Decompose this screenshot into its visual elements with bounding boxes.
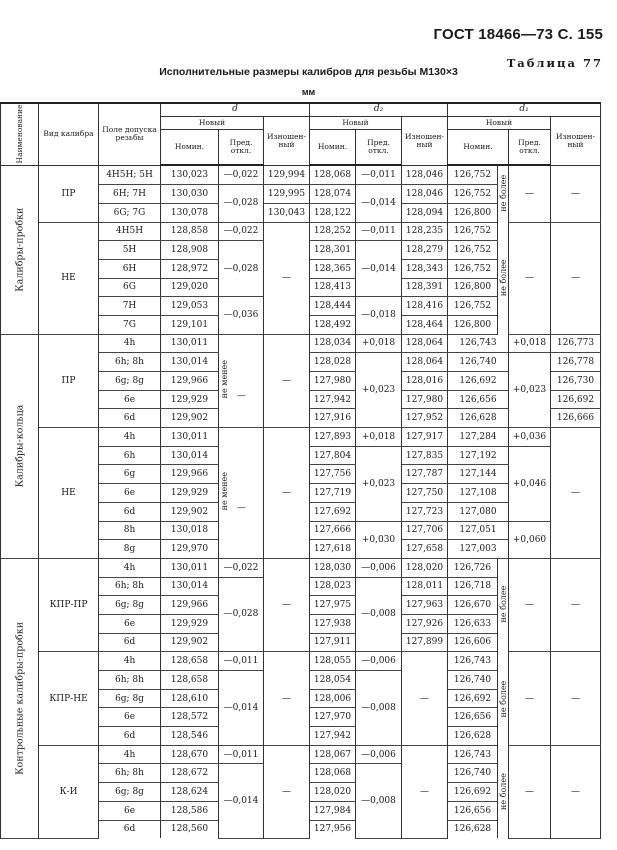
d2-nominal: 128,028 bbox=[310, 353, 356, 372]
d2-nominal: 128,365 bbox=[310, 259, 356, 278]
d1-deviation: +0,018 bbox=[509, 334, 551, 353]
d2-nominal: 127,970 bbox=[310, 708, 356, 727]
tolerance-field: 6h; 8h bbox=[99, 671, 161, 690]
dash: — bbox=[237, 503, 246, 514]
tolerance-field: 6e bbox=[99, 708, 161, 727]
d1-nominal: 127,003 bbox=[448, 540, 509, 559]
d2-nominal: 128,301 bbox=[310, 241, 356, 260]
d2-deviation: —0,006 bbox=[356, 558, 402, 577]
d2-nominal: 128,122 bbox=[310, 203, 356, 222]
tolerance-field: 6d bbox=[99, 502, 161, 521]
d1-deviation: — bbox=[509, 165, 551, 222]
d-nominal: 130,023 bbox=[161, 165, 219, 184]
d1-nominal: 126,752 bbox=[448, 297, 498, 316]
d-worn: — bbox=[264, 222, 310, 334]
d-deviation: —0,028 bbox=[219, 241, 264, 297]
tolerance-field: 6Н; 7Н bbox=[99, 185, 161, 204]
d1-deviation: — bbox=[509, 222, 551, 334]
d1-deviation: +0,046 bbox=[509, 446, 551, 521]
header-d1-new: Новый bbox=[448, 116, 551, 129]
d-deviation: —0,014 bbox=[219, 764, 264, 838]
d-nominal: 130,078 bbox=[161, 203, 219, 222]
d2-deviation: +0,023 bbox=[356, 353, 402, 428]
header-d2-new: Новый bbox=[310, 116, 402, 129]
d2-worn: 128,464 bbox=[402, 315, 448, 334]
d-nominal: 129,902 bbox=[161, 409, 219, 428]
d2-deviation: —0,014 bbox=[356, 241, 402, 297]
header-name: Наименование bbox=[1, 103, 39, 165]
d-worn: — bbox=[264, 558, 310, 651]
d2-worn: 127,952 bbox=[402, 409, 448, 428]
tolerance-field: 8g bbox=[99, 540, 161, 559]
d-deviation: —0,014 bbox=[219, 671, 264, 746]
d2-nominal: 128,074 bbox=[310, 185, 356, 204]
d1-nominal: 126,743 bbox=[448, 745, 498, 764]
d2-nominal: 128,034 bbox=[310, 334, 356, 353]
d1-nominal: 127,051 bbox=[448, 521, 509, 540]
d2-nominal: 127,893 bbox=[310, 428, 356, 447]
d1-nominal: 126,740 bbox=[448, 764, 498, 783]
gauge-type: НЕ bbox=[39, 428, 99, 559]
d-nominal: 130,014 bbox=[161, 577, 219, 596]
d-deviation: —0,022 bbox=[219, 165, 264, 184]
tolerance-field: 6d bbox=[99, 727, 161, 746]
header-gauge-type: Вид калибра bbox=[39, 103, 99, 165]
tolerance-field: 6d bbox=[99, 633, 161, 652]
d1-worn: 126,778 bbox=[551, 353, 601, 372]
d2-nominal: 127,911 bbox=[310, 633, 356, 652]
d-nominal: 129,966 bbox=[161, 596, 219, 615]
tolerance-field: 5Н bbox=[99, 241, 161, 260]
d1-nominal: 127,080 bbox=[448, 502, 509, 521]
d1-nominal: 126,718 bbox=[448, 577, 498, 596]
d2-worn: 127,658 bbox=[402, 540, 448, 559]
d-nominal: 128,672 bbox=[161, 764, 219, 783]
tolerance-field: 6h; 8h bbox=[99, 577, 161, 596]
d2-deviation: —0,008 bbox=[356, 671, 402, 746]
d2-nominal: 127,666 bbox=[310, 521, 356, 540]
d1-nominal: 126,692 bbox=[448, 783, 498, 802]
d1-nominal: 126,752 bbox=[448, 165, 498, 184]
tolerance-field: 6g; 8g bbox=[99, 596, 161, 615]
d2-deviation: +0,030 bbox=[356, 521, 402, 558]
d-nominal: 129,902 bbox=[161, 633, 219, 652]
d2-worn: 128,064 bbox=[402, 334, 448, 353]
d2-worn: 128,011 bbox=[402, 577, 448, 596]
d2-nominal: 127,938 bbox=[310, 614, 356, 633]
tolerance-field: 7G bbox=[99, 315, 161, 334]
section-label: Калибры-пробки bbox=[1, 165, 39, 334]
tolerance-field: 6e bbox=[99, 614, 161, 633]
d1-worn: — bbox=[551, 652, 601, 745]
d1-nominal: 126,752 bbox=[448, 259, 498, 278]
d2-worn: 128,343 bbox=[402, 259, 448, 278]
d-nominal: 129,101 bbox=[161, 315, 219, 334]
header-d1-worn: Изношен-ный bbox=[551, 116, 601, 165]
d2-worn: — bbox=[402, 652, 448, 745]
d2-nominal: 128,413 bbox=[310, 278, 356, 297]
table-row bbox=[1, 652, 601, 671]
d-deviation: —0,022 bbox=[219, 558, 264, 577]
section-label: Калибры-кольца bbox=[1, 334, 39, 558]
d2-worn: 127,835 bbox=[402, 446, 448, 465]
tolerance-field: 6e bbox=[99, 801, 161, 820]
not-more-note: не более bbox=[498, 558, 509, 651]
d1-nominal: 126,726 bbox=[448, 558, 498, 577]
tolerance-field: 7Н bbox=[99, 297, 161, 316]
d-nominal: 128,546 bbox=[161, 727, 219, 746]
tolerance-field: 6e bbox=[99, 390, 161, 409]
d2-worn: 127,787 bbox=[402, 465, 448, 484]
d-nominal: 128,572 bbox=[161, 708, 219, 727]
d-nominal: 130,011 bbox=[161, 558, 219, 577]
gauge-type: ПР bbox=[39, 165, 99, 222]
d2-nominal: 128,054 bbox=[310, 671, 356, 690]
d2-worn: 128,094 bbox=[402, 203, 448, 222]
d2-nominal: 128,055 bbox=[310, 652, 356, 671]
tolerance-field: 6g; 8g bbox=[99, 783, 161, 802]
d2-nominal: 128,030 bbox=[310, 558, 356, 577]
d1-worn: 126,666 bbox=[551, 409, 601, 428]
d1-nominal: 126,800 bbox=[448, 203, 498, 222]
table-body bbox=[1, 165, 601, 838]
header-d-worn: Изношен-ный bbox=[264, 116, 310, 165]
d2-worn: 127,926 bbox=[402, 614, 448, 633]
not-more-note: не более bbox=[498, 745, 509, 838]
d-worn: — bbox=[264, 334, 310, 427]
d2-nominal: 127,756 bbox=[310, 465, 356, 484]
d1-nominal: 126,692 bbox=[448, 372, 509, 391]
d2-worn: 128,279 bbox=[402, 241, 448, 260]
d-deviation: —0,028 bbox=[219, 185, 264, 222]
d-nominal: 130,018 bbox=[161, 521, 219, 540]
table-row bbox=[1, 222, 601, 241]
d1-nominal: 126,800 bbox=[448, 315, 498, 334]
d-nominal: 128,610 bbox=[161, 689, 219, 708]
tolerance-field: 4h bbox=[99, 558, 161, 577]
tolerance-field: 6h bbox=[99, 446, 161, 465]
header-d-nominal: Номин. bbox=[161, 129, 219, 165]
d-nominal: 130,011 bbox=[161, 428, 219, 447]
header-d1-deviation: Пред. откл. bbox=[509, 129, 551, 165]
d1-nominal: 126,656 bbox=[448, 390, 509, 409]
d2-worn: 128,016 bbox=[402, 372, 448, 391]
gauge-type: НЕ bbox=[39, 222, 99, 334]
d2-deviation: —0,014 bbox=[356, 185, 402, 222]
d2-nominal: 127,942 bbox=[310, 390, 356, 409]
d2-deviation: —0,011 bbox=[356, 165, 402, 184]
tolerance-field: 6h; 8h bbox=[99, 764, 161, 783]
section-label: Контрольные калибры-пробки bbox=[1, 558, 39, 838]
d-nominal: 130,011 bbox=[161, 334, 219, 353]
table-row bbox=[1, 558, 601, 577]
d2-nominal: 128,068 bbox=[310, 165, 356, 184]
d1-nominal: 127,144 bbox=[448, 465, 509, 484]
d-nominal: 129,970 bbox=[161, 540, 219, 559]
d2-nominal: 128,023 bbox=[310, 577, 356, 596]
d1-nominal: 126,800 bbox=[448, 278, 498, 297]
d-nominal: 129,020 bbox=[161, 278, 219, 297]
d-nominal: 129,902 bbox=[161, 502, 219, 521]
d2-deviation: —0,008 bbox=[356, 764, 402, 838]
d2-nominal: 127,942 bbox=[310, 727, 356, 746]
d1-worn: 126,773 bbox=[551, 334, 601, 353]
d2-worn: 128,046 bbox=[402, 185, 448, 204]
header-d: d bbox=[161, 103, 310, 116]
d1-deviation: — bbox=[509, 745, 551, 838]
header-d2-nominal: Номин. bbox=[310, 129, 356, 165]
tolerance-field: 8h bbox=[99, 521, 161, 540]
header-d2: d₂ bbox=[310, 103, 448, 116]
d-deviation: —0,022 bbox=[219, 222, 264, 241]
d1-nominal: 126,752 bbox=[448, 185, 498, 204]
table-title: Исполнительные размеры калибров для резьбы М130×3 bbox=[159, 66, 458, 78]
d1-worn: — bbox=[551, 558, 601, 651]
d1-nominal: 126,743 bbox=[448, 334, 509, 353]
d-nominal: 129,929 bbox=[161, 484, 219, 503]
table-row bbox=[1, 745, 601, 764]
not-less-note: не менее bbox=[220, 360, 229, 399]
tolerance-field: 6g bbox=[99, 465, 161, 484]
d2-worn: 127,917 bbox=[402, 428, 448, 447]
d-deviation bbox=[219, 334, 264, 427]
d1-worn: — bbox=[551, 745, 601, 838]
d1-nominal: 127,192 bbox=[448, 446, 509, 465]
d1-nominal: 126,692 bbox=[448, 689, 498, 708]
d1-nominal: 126,740 bbox=[448, 671, 498, 690]
not-more-note: не более bbox=[498, 222, 509, 334]
d2-worn: 128,046 bbox=[402, 165, 448, 184]
d2-worn: — bbox=[402, 745, 448, 838]
d1-nominal: 127,284 bbox=[448, 428, 509, 447]
d2-nominal: 127,618 bbox=[310, 540, 356, 559]
d1-deviation: +0,036 bbox=[509, 428, 551, 447]
d1-nominal: 126,628 bbox=[448, 727, 498, 746]
table-row bbox=[1, 334, 601, 353]
table-number: Таблица 77 bbox=[506, 56, 603, 70]
d1-worn: — bbox=[551, 428, 601, 559]
d2-worn: 127,899 bbox=[402, 633, 448, 652]
d-nominal: 129,053 bbox=[161, 297, 219, 316]
d1-nominal: 126,670 bbox=[448, 596, 498, 615]
not-less-note: не менее bbox=[220, 472, 229, 511]
d-deviation: —0,036 bbox=[219, 297, 264, 334]
tolerance-field: 4h bbox=[99, 334, 161, 353]
d-deviation: —0,028 bbox=[219, 577, 264, 652]
gauge-type: КПР-ПР bbox=[39, 558, 99, 651]
d2-worn: 127,750 bbox=[402, 484, 448, 503]
d-worn: 129,995 bbox=[264, 185, 310, 204]
d2-nominal: 128,444 bbox=[310, 297, 356, 316]
d2-worn: 127,963 bbox=[402, 596, 448, 615]
d2-nominal: 127,956 bbox=[310, 820, 356, 838]
d2-nominal: 128,067 bbox=[310, 745, 356, 764]
d1-nominal: 126,752 bbox=[448, 222, 498, 241]
d2-nominal: 127,719 bbox=[310, 484, 356, 503]
dash: — bbox=[237, 391, 246, 402]
tolerance-field: 4h bbox=[99, 652, 161, 671]
header-d2-worn: Изношен-ный bbox=[402, 116, 448, 165]
d-nominal: 128,658 bbox=[161, 652, 219, 671]
d-nominal: 128,560 bbox=[161, 820, 219, 838]
d-worn: — bbox=[264, 652, 310, 745]
d2-nominal: 127,975 bbox=[310, 596, 356, 615]
d2-nominal: 127,692 bbox=[310, 502, 356, 521]
d-nominal: 130,030 bbox=[161, 185, 219, 204]
d2-deviation: —0,006 bbox=[356, 745, 402, 764]
d-nominal: 128,624 bbox=[161, 783, 219, 802]
d-nominal: 130,014 bbox=[161, 446, 219, 465]
d1-deviation: — bbox=[509, 558, 551, 651]
d-worn: 129,994 bbox=[264, 165, 310, 184]
d1-worn: 126,692 bbox=[551, 390, 601, 409]
d-nominal: 129,929 bbox=[161, 390, 219, 409]
d2-deviation: —0,018 bbox=[356, 297, 402, 334]
d2-nominal: 128,068 bbox=[310, 764, 356, 783]
header-d1: d₁ bbox=[448, 103, 601, 116]
d1-worn: — bbox=[551, 222, 601, 334]
d1-deviation: — bbox=[509, 652, 551, 745]
d2-deviation: +0,018 bbox=[356, 334, 402, 353]
tolerance-field: 6Н bbox=[99, 259, 161, 278]
tolerance-field: 6g; 8g bbox=[99, 689, 161, 708]
d2-deviation: —0,011 bbox=[356, 222, 402, 241]
d2-worn: 127,723 bbox=[402, 502, 448, 521]
gauge-type: ПР bbox=[39, 334, 99, 427]
d2-nominal: 127,984 bbox=[310, 801, 356, 820]
d-deviation bbox=[219, 428, 264, 559]
d2-nominal: 128,006 bbox=[310, 689, 356, 708]
header-tolerance-field: Поле допуска резьбы bbox=[99, 103, 161, 165]
tolerance-field: 6d bbox=[99, 409, 161, 428]
tolerance-field: 4Н5Н; 5Н bbox=[99, 165, 161, 184]
d2-worn: 128,020 bbox=[402, 558, 448, 577]
d-nominal: 128,858 bbox=[161, 222, 219, 241]
d1-deviation: +0,060 bbox=[509, 521, 551, 558]
page-header: ГОСТ 18466—73 С. 155 bbox=[433, 26, 603, 43]
d2-worn: 128,235 bbox=[402, 222, 448, 241]
d-deviation: —0,011 bbox=[219, 652, 264, 671]
d-nominal: 128,658 bbox=[161, 671, 219, 690]
units-label: мм bbox=[301, 87, 316, 97]
tolerance-field: 6G; 7G bbox=[99, 203, 161, 222]
d1-nominal: 126,740 bbox=[448, 353, 509, 372]
tolerance-field: 6h; 8h bbox=[99, 353, 161, 372]
d-nominal: 129,966 bbox=[161, 372, 219, 391]
d2-nominal: 127,916 bbox=[310, 409, 356, 428]
d2-deviation: —0,008 bbox=[356, 577, 402, 652]
tolerance-field: 4h bbox=[99, 745, 161, 764]
d1-deviation: +0,023 bbox=[509, 353, 551, 428]
d1-worn: — bbox=[551, 165, 601, 222]
d2-nominal: 127,804 bbox=[310, 446, 356, 465]
not-more-note: не более bbox=[498, 652, 509, 745]
gauge-type: К-И bbox=[39, 745, 99, 838]
d2-deviation: —0,006 bbox=[356, 652, 402, 671]
gauge-type: КПР-НЕ bbox=[39, 652, 99, 745]
not-more-note: не более bbox=[498, 165, 509, 222]
d2-nominal: 128,252 bbox=[310, 222, 356, 241]
d1-nominal: 127,108 bbox=[448, 484, 509, 503]
d2-deviation: +0,023 bbox=[356, 446, 402, 521]
d-nominal: 128,972 bbox=[161, 259, 219, 278]
d-nominal: 128,908 bbox=[161, 241, 219, 260]
gauge-dimensions-table bbox=[0, 102, 601, 839]
d1-worn: 126,730 bbox=[551, 372, 601, 391]
d-worn: — bbox=[264, 745, 310, 838]
d-worn: — bbox=[264, 428, 310, 559]
table-row bbox=[1, 428, 601, 447]
d1-nominal: 126,752 bbox=[448, 241, 498, 260]
d2-worn: 128,416 bbox=[402, 297, 448, 316]
header-d1-nominal: Номин. bbox=[448, 129, 509, 165]
d-nominal: 128,586 bbox=[161, 801, 219, 820]
header-d-deviation: Пред. откл. bbox=[219, 129, 264, 165]
d1-nominal: 126,633 bbox=[448, 614, 498, 633]
tolerance-field: 6e bbox=[99, 484, 161, 503]
header-d2-deviation: Пред. откл. bbox=[356, 129, 402, 165]
d1-nominal: 126,743 bbox=[448, 652, 498, 671]
d1-nominal: 126,628 bbox=[448, 820, 498, 838]
d1-nominal: 126,656 bbox=[448, 708, 498, 727]
d1-nominal: 126,628 bbox=[448, 409, 509, 428]
tolerance-field: 6d bbox=[99, 820, 161, 838]
table-row bbox=[1, 165, 601, 184]
d-nominal: 129,929 bbox=[161, 614, 219, 633]
d-worn: 130,043 bbox=[264, 203, 310, 222]
d1-nominal: 126,606 bbox=[448, 633, 498, 652]
d2-worn: 128,064 bbox=[402, 353, 448, 372]
d2-worn: 128,391 bbox=[402, 278, 448, 297]
d2-nominal: 127,980 bbox=[310, 372, 356, 391]
tolerance-field: 6g; 8g bbox=[99, 372, 161, 391]
d2-nominal: 128,020 bbox=[310, 783, 356, 802]
d1-nominal: 126,656 bbox=[448, 801, 498, 820]
tolerance-field: 4h bbox=[99, 428, 161, 447]
d-nominal: 130,014 bbox=[161, 353, 219, 372]
d-deviation: —0,011 bbox=[219, 745, 264, 764]
d2-worn: 127,706 bbox=[402, 521, 448, 540]
d2-deviation: +0,018 bbox=[356, 428, 402, 447]
tolerance-field: 6G bbox=[99, 278, 161, 297]
d-nominal: 128,670 bbox=[161, 745, 219, 764]
d2-nominal: 128,492 bbox=[310, 315, 356, 334]
tolerance-field: 4Н5Н bbox=[99, 222, 161, 241]
d-nominal: 129,966 bbox=[161, 465, 219, 484]
header-d-new: Новый bbox=[161, 116, 264, 129]
d2-worn: 127,980 bbox=[402, 390, 448, 409]
